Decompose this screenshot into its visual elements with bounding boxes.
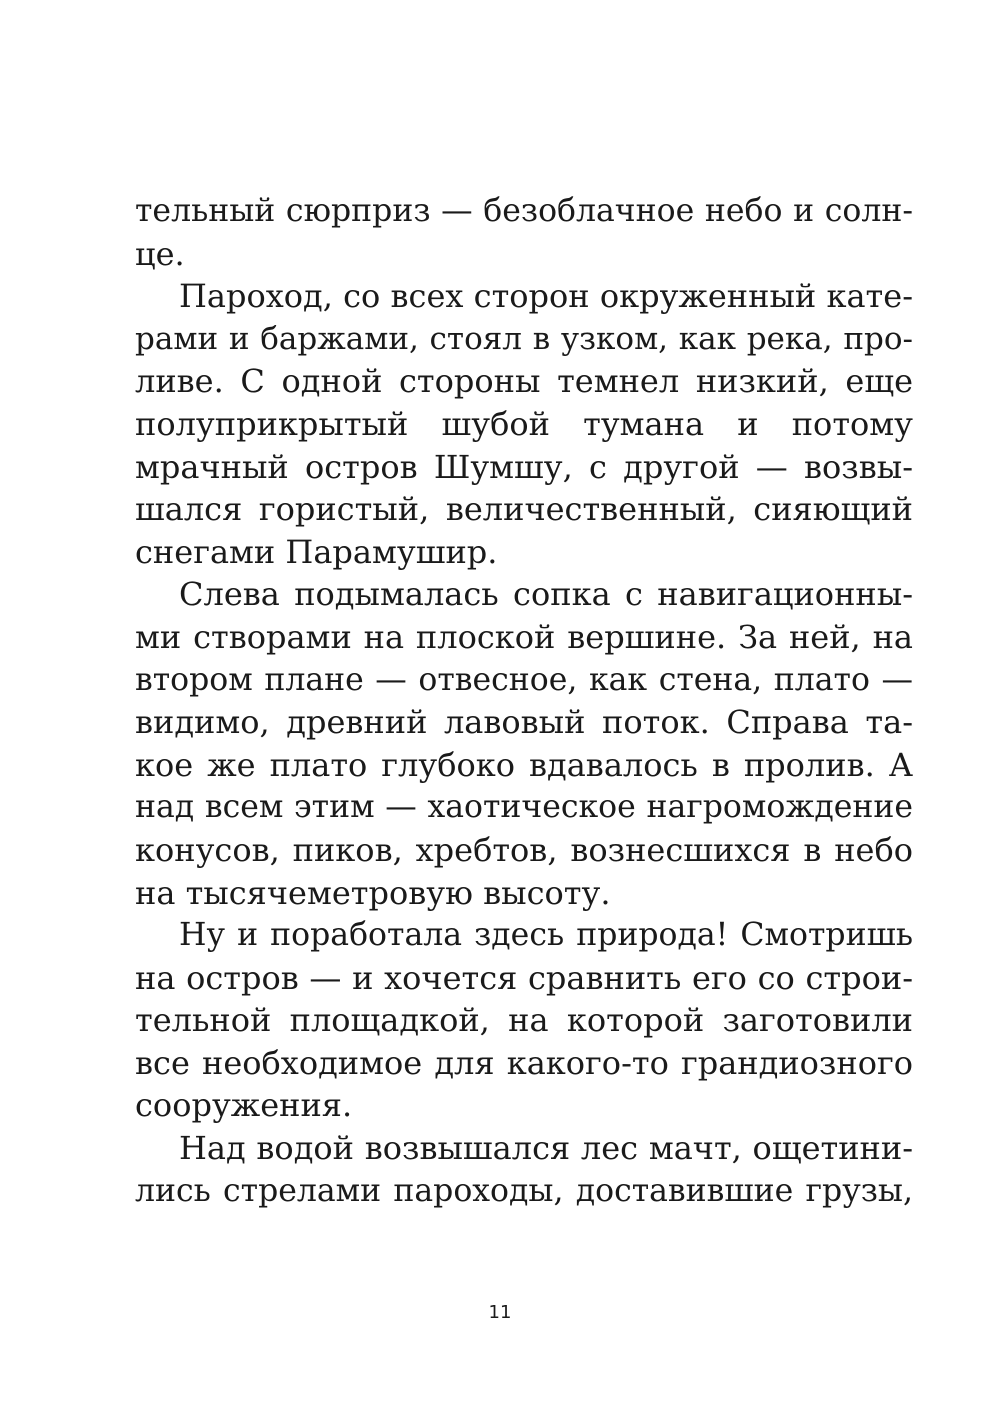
paragraph-3 [135,573,913,914]
text-line: кое же плато глубоко вдавалось в пролив. А [135,745,913,784]
text-line: полуприкрытый шубой тумана и потому [135,404,913,443]
text-line: лись стрелами пароходы, доставившие грузы, [135,1172,913,1209]
body-text [135,190,913,1212]
text-line: ливе. С одной стороны темнел низкий, еще [135,362,913,401]
text-line: мрачный остров Шумшу, с другой — возвы- [135,447,913,486]
text-line: тельной площадкой, на которой заготовили [135,1001,913,1040]
text-line: конусов, пиков, хребтов, вознесшихся в небо [135,830,913,869]
paragraph-4 [135,914,913,1127]
text-line: Над водой возвышался лес мачт, ощетини- [179,1129,913,1168]
text-line: на тысячеметровую высоту. [135,873,611,912]
text-line: над всем этим — хаотическое нагромождение [135,789,913,826]
text-line: рами и баржами, стоял в узком, как река, про- [135,320,913,357]
paragraph-1 [135,190,913,275]
text-line: все необходимое для какого-то грандиозного [135,1043,913,1082]
text-line: Ну и поработала здесь природа! Смотришь [179,917,913,954]
text-line: на остров — и хочется сравнить его со строи- [135,958,913,997]
page-number: 11 [488,1302,512,1323]
paragraph-2 [135,275,913,573]
text-line: тельный сюрприз — безоблачное небо и солн- [135,193,913,229]
text-line: видимо, древний лавовый поток. Справа та- [135,703,913,742]
text-line: втором плане — отвесное, как стена, плато — [135,661,913,698]
text-line: сооружения. [135,1086,353,1125]
text-line: шался гористый, величественный, сияющий [135,490,913,529]
text-line: снегами Парамушир. [135,532,498,571]
text-line: ми створами на плоской вершине. За ней, на [135,617,913,656]
text-line: Пароход, со всех сторон окруженный кате- [179,277,913,316]
text-line: Слева подымалась сопка с навигационны- [179,575,913,614]
text-line: це. [135,234,185,273]
paragraph-5 [135,1127,913,1212]
